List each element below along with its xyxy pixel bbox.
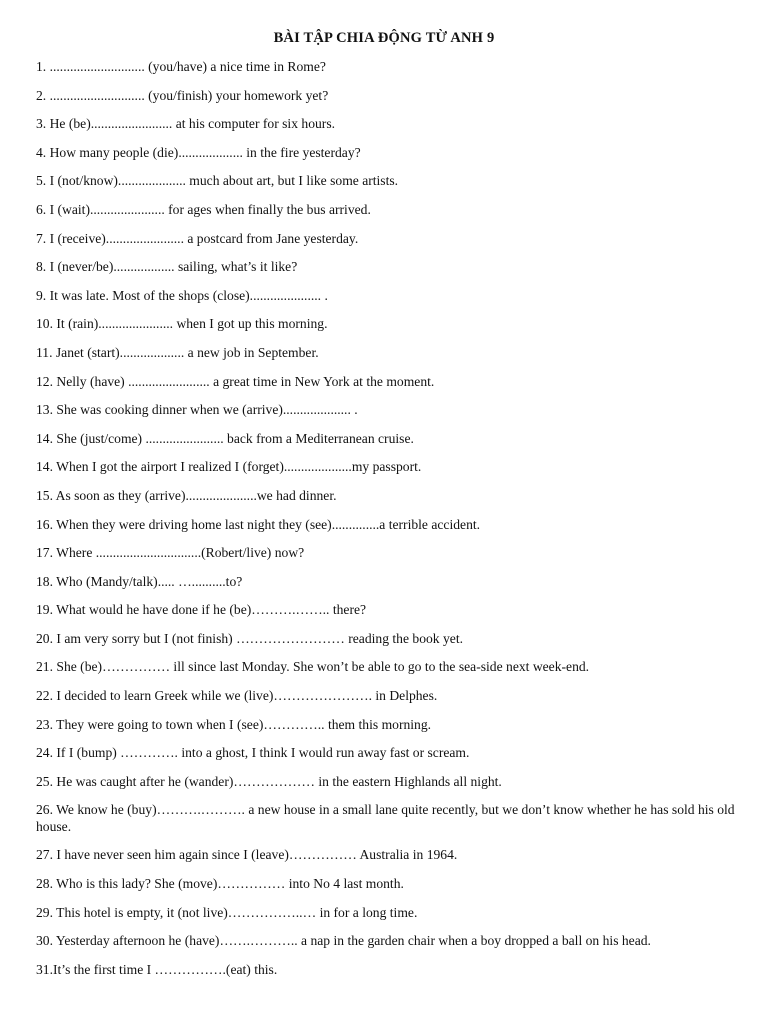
exercise-item: 17. Where ...............................(Robert/live) now?: [36, 545, 305, 561]
exercise-item: 24. If I (bump) …………. into a ghost, I think I would run away fast or scream.: [36, 745, 470, 761]
exercise-item: 31.It’s the first time I …………….(eat) this.: [36, 961, 278, 977]
exercise-item: 5. I (not/know).................... much about art, but I like some artists.: [36, 173, 399, 189]
exercise-item: 28. Who is this lady? She (move)…………… into No 4 last month.: [36, 876, 404, 892]
exercise-item: 21. She (be)…………… ill since last Monday. She won’t be able to go to the sea-side next week-end.: [36, 659, 590, 675]
exercise-item: 1. ............................ (you/have) a nice time in Rome?: [36, 59, 326, 74]
exercise-item: 27. I have never seen him again since I (leave)…………… Australia in 1964.: [36, 847, 458, 863]
exercise-item: 22. I decided to learn Greek while we (live)…………………. in Delphes.: [36, 688, 438, 704]
exercise-item: 8. I (never/be).................. sailing, what’s it like?: [36, 259, 298, 275]
exercise-item: 9. It was late. Most of the shops (close)..................... .: [36, 287, 328, 303]
exercise-item: 19. What would he have done if he (be)……….…….. there?: [36, 602, 367, 618]
exercise-item: 15. As soon as they (arrive).....................we had dinner.: [36, 487, 337, 503]
exercise-item: 14. When I got the airport I realized I (forget)....................my passport.: [36, 459, 422, 475]
exercise-item: 12. Nelly (have) ........................ a great time in New York at the moment.: [36, 373, 435, 389]
exercise-item: 7. I (receive)....................... a postcard from Jane yesterday.: [36, 230, 359, 246]
exercise-item: 14. She (just/come) ....................... back from a Mediterranean cruise.: [36, 430, 414, 446]
exercise-item: 26. We know he (buy)……….………. a new house in a small lane quite recently, but we don’t know whether he has sold his old house.: [36, 802, 735, 835]
exercise-item: 13. She was cooking dinner when we (arrive).................... .: [36, 402, 358, 418]
exercise-item: 25. He was caught after he (wander)……………… in the eastern Highlands all night.: [36, 773, 502, 789]
exercise-list: [36, 58, 736, 989]
exercise-item: 29. This hotel is empty, it (not live)……………..… in for a long time.: [36, 904, 418, 920]
exercise-item: 30. Yesterday afternoon he (have)…….……….. a nap in the garden chair when a boy dropped a ball on his head.: [36, 933, 651, 949]
exercise-item: 11. Janet (start)................... a new job in September.: [36, 344, 319, 360]
exercise-item: 16. When they were driving home last night they (see)..............a terrible accident.: [36, 516, 481, 532]
exercise-item: 23. They were going to town when I (see)………….. them this morning.: [36, 716, 432, 732]
exercise-item: 4. How many people (die)................... in the fire yesterday?: [36, 144, 361, 160]
exercise-item: 10. It (rain)...................... when I got up this morning.: [36, 316, 328, 332]
exercise-item: 3. He (be)........................ at his computer for six hours.: [36, 116, 336, 132]
exercise-item: 18. Who (Mandy/talk)..... …..........to?: [36, 573, 243, 589]
exercise-item: 20. I am very sorry but I (not finish) …………………… reading the book yet.: [36, 630, 463, 646]
page-title: BÀI TẬP CHIA ĐỘNG TỪ ANH 9: [273, 30, 495, 46]
exercise-item: 2. ............................ (you/finish) your homework yet?: [36, 87, 329, 103]
exercise-item: 6. I (wait)...................... for ages when finally the bus arrived.: [36, 201, 371, 217]
